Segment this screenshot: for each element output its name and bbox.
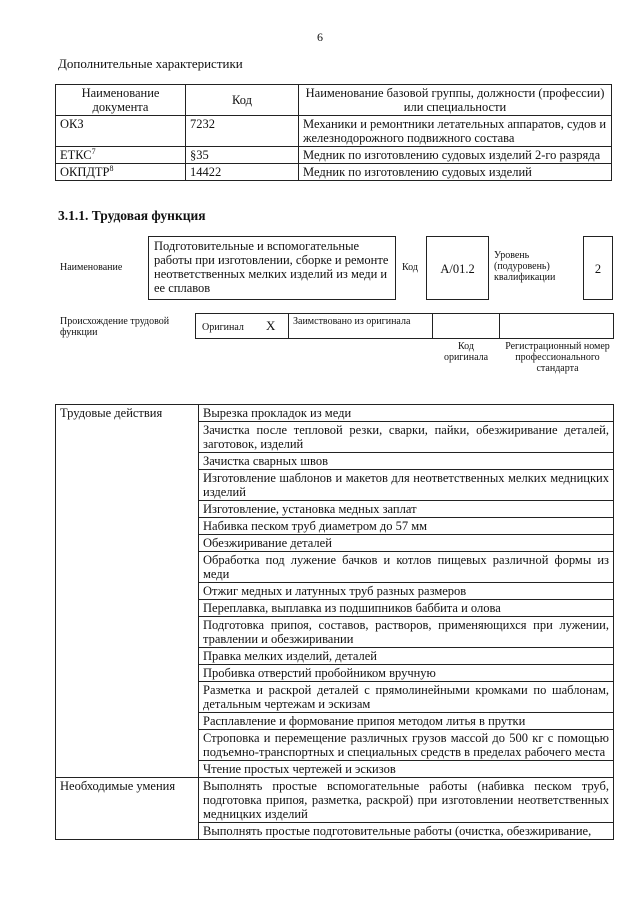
header-name: Наименование базовой группы, должности (профессии) или специальности bbox=[299, 85, 612, 116]
name-cell: Механики и ремонтники летательных аппаратов, судов и железнодорожного подвижного состава bbox=[299, 116, 612, 147]
code-box bbox=[426, 236, 489, 300]
header-code: Код bbox=[186, 85, 299, 116]
actions-item: Расплавление и формование припоя методом литья в прутки bbox=[199, 713, 614, 730]
additional-header-row bbox=[56, 85, 612, 116]
actions-table bbox=[55, 404, 614, 840]
table-row bbox=[56, 116, 612, 147]
name-cell: Медник по изготовлению судовых изделий 2-го разряда bbox=[299, 147, 612, 164]
actions-item: Строповка и перемещение различных грузов массой до 500 кг с помощью подъемно-транспортных и специальных средств в пределах рабочего места bbox=[199, 730, 614, 761]
origin-box bbox=[195, 313, 614, 339]
actions-label: Трудовые действия bbox=[56, 405, 199, 778]
function-name-value: Подготовительные и вспомогательные работы при изготовлении, сборке и ремонте неответственных мелких изделий из меди и ее сплавов bbox=[154, 239, 389, 295]
actions-item: Пробивка отверстий пробойником вручную bbox=[199, 665, 614, 682]
table-row bbox=[56, 778, 614, 823]
level-box bbox=[583, 236, 613, 300]
name-cell: Медник по изготовлению судовых изделий bbox=[299, 164, 612, 181]
actions-item: Отжиг медных и латунных труб разных размеров bbox=[199, 583, 614, 600]
origin-divider-1 bbox=[288, 314, 289, 338]
function-name-box bbox=[148, 236, 396, 300]
actions-item: Переплавка, выплавка из подшипников баббита и олова bbox=[199, 600, 614, 617]
function-title: 3.1.1. Трудовая функция bbox=[58, 208, 206, 223]
actions-item: Изготовление, установка медных заплат bbox=[199, 501, 614, 518]
actions-item: Подготовка припоя, составов, растворов, применяющихся при лужении, травлении и обезжиривании bbox=[199, 617, 614, 648]
actions-item: Изготовление шаблонов и макетов для неответственных мелких медницких изделий bbox=[199, 470, 614, 501]
actions-item: Чтение простых чертежей и эскизов bbox=[199, 761, 614, 778]
code-cell: §35 bbox=[186, 147, 299, 164]
original-mark: X bbox=[266, 318, 276, 333]
borrowed-label: Заимствовано из оригинала bbox=[293, 316, 411, 327]
actions-item: Вырезка прокладок из меди bbox=[199, 405, 614, 422]
code-original-caption: Код оригинала bbox=[443, 341, 489, 363]
origin-divider-2 bbox=[432, 314, 433, 338]
code-label: Код bbox=[402, 262, 418, 273]
table-row bbox=[56, 147, 612, 164]
header-doc: Наименование документа bbox=[56, 85, 186, 116]
actions-item: Обработка под лужение бачков и котлов пищевых различной формы из меди bbox=[199, 552, 614, 583]
original-label: Оригинал bbox=[202, 322, 244, 333]
doc-cell: ОКПДТР$^8$ bbox=[56, 164, 186, 181]
actions-item: Разметка и раскрой деталей с прямолинейными кромками по шаблонам, детальным чертежам и эскизам bbox=[199, 682, 614, 713]
actions-item: Зачистка сварных швов bbox=[199, 453, 614, 470]
page-number: 6 bbox=[317, 30, 323, 44]
code-cell: 7232 bbox=[186, 116, 299, 147]
level-value: 2 bbox=[594, 262, 602, 276]
additional-table bbox=[55, 84, 612, 181]
function-name-label: Наименование bbox=[60, 262, 123, 273]
skills-item: Выполнять простые вспомогательные работы (набивка песком труб, подготовка припоя, разметка, раскрой) при изготовлении неответственных медницких изделий bbox=[199, 778, 614, 823]
skills-item: Выполнять простые подготовительные работы (очистка, обезжиривание, bbox=[199, 823, 614, 840]
origin-label: Происхождение трудовой функции bbox=[60, 316, 170, 338]
footnote-mark: 7 bbox=[91, 146, 96, 156]
origin-divider-3 bbox=[499, 314, 500, 338]
level-label: Уровень (подуровень) квалификации bbox=[494, 250, 556, 283]
code-value: A/01.2 bbox=[440, 262, 475, 276]
skills-label: Необходимые умения bbox=[56, 778, 199, 840]
additional-title: Дополнительные характеристики bbox=[58, 56, 243, 71]
code-cell: 14422 bbox=[186, 164, 299, 181]
table-row bbox=[56, 164, 612, 181]
doc-cell: ОКЗ bbox=[56, 116, 186, 147]
actions-item: Набивка песком труб диаметром до 57 мм bbox=[199, 518, 614, 535]
footnote-mark: 8 bbox=[109, 163, 114, 173]
actions-item: Обезжиривание деталей bbox=[199, 535, 614, 552]
actions-item: Зачистка после тепловой резки, сварки, пайки, обезжиривание деталей, заготовок, изделий bbox=[199, 422, 614, 453]
doc-cell: ЕТКС$^7$ bbox=[56, 147, 186, 164]
actions-item: Правка мелких изделий, деталей bbox=[199, 648, 614, 665]
table-row bbox=[56, 405, 614, 422]
reg-number-caption: Регистрационный номер профессионального стандарта bbox=[505, 341, 610, 374]
